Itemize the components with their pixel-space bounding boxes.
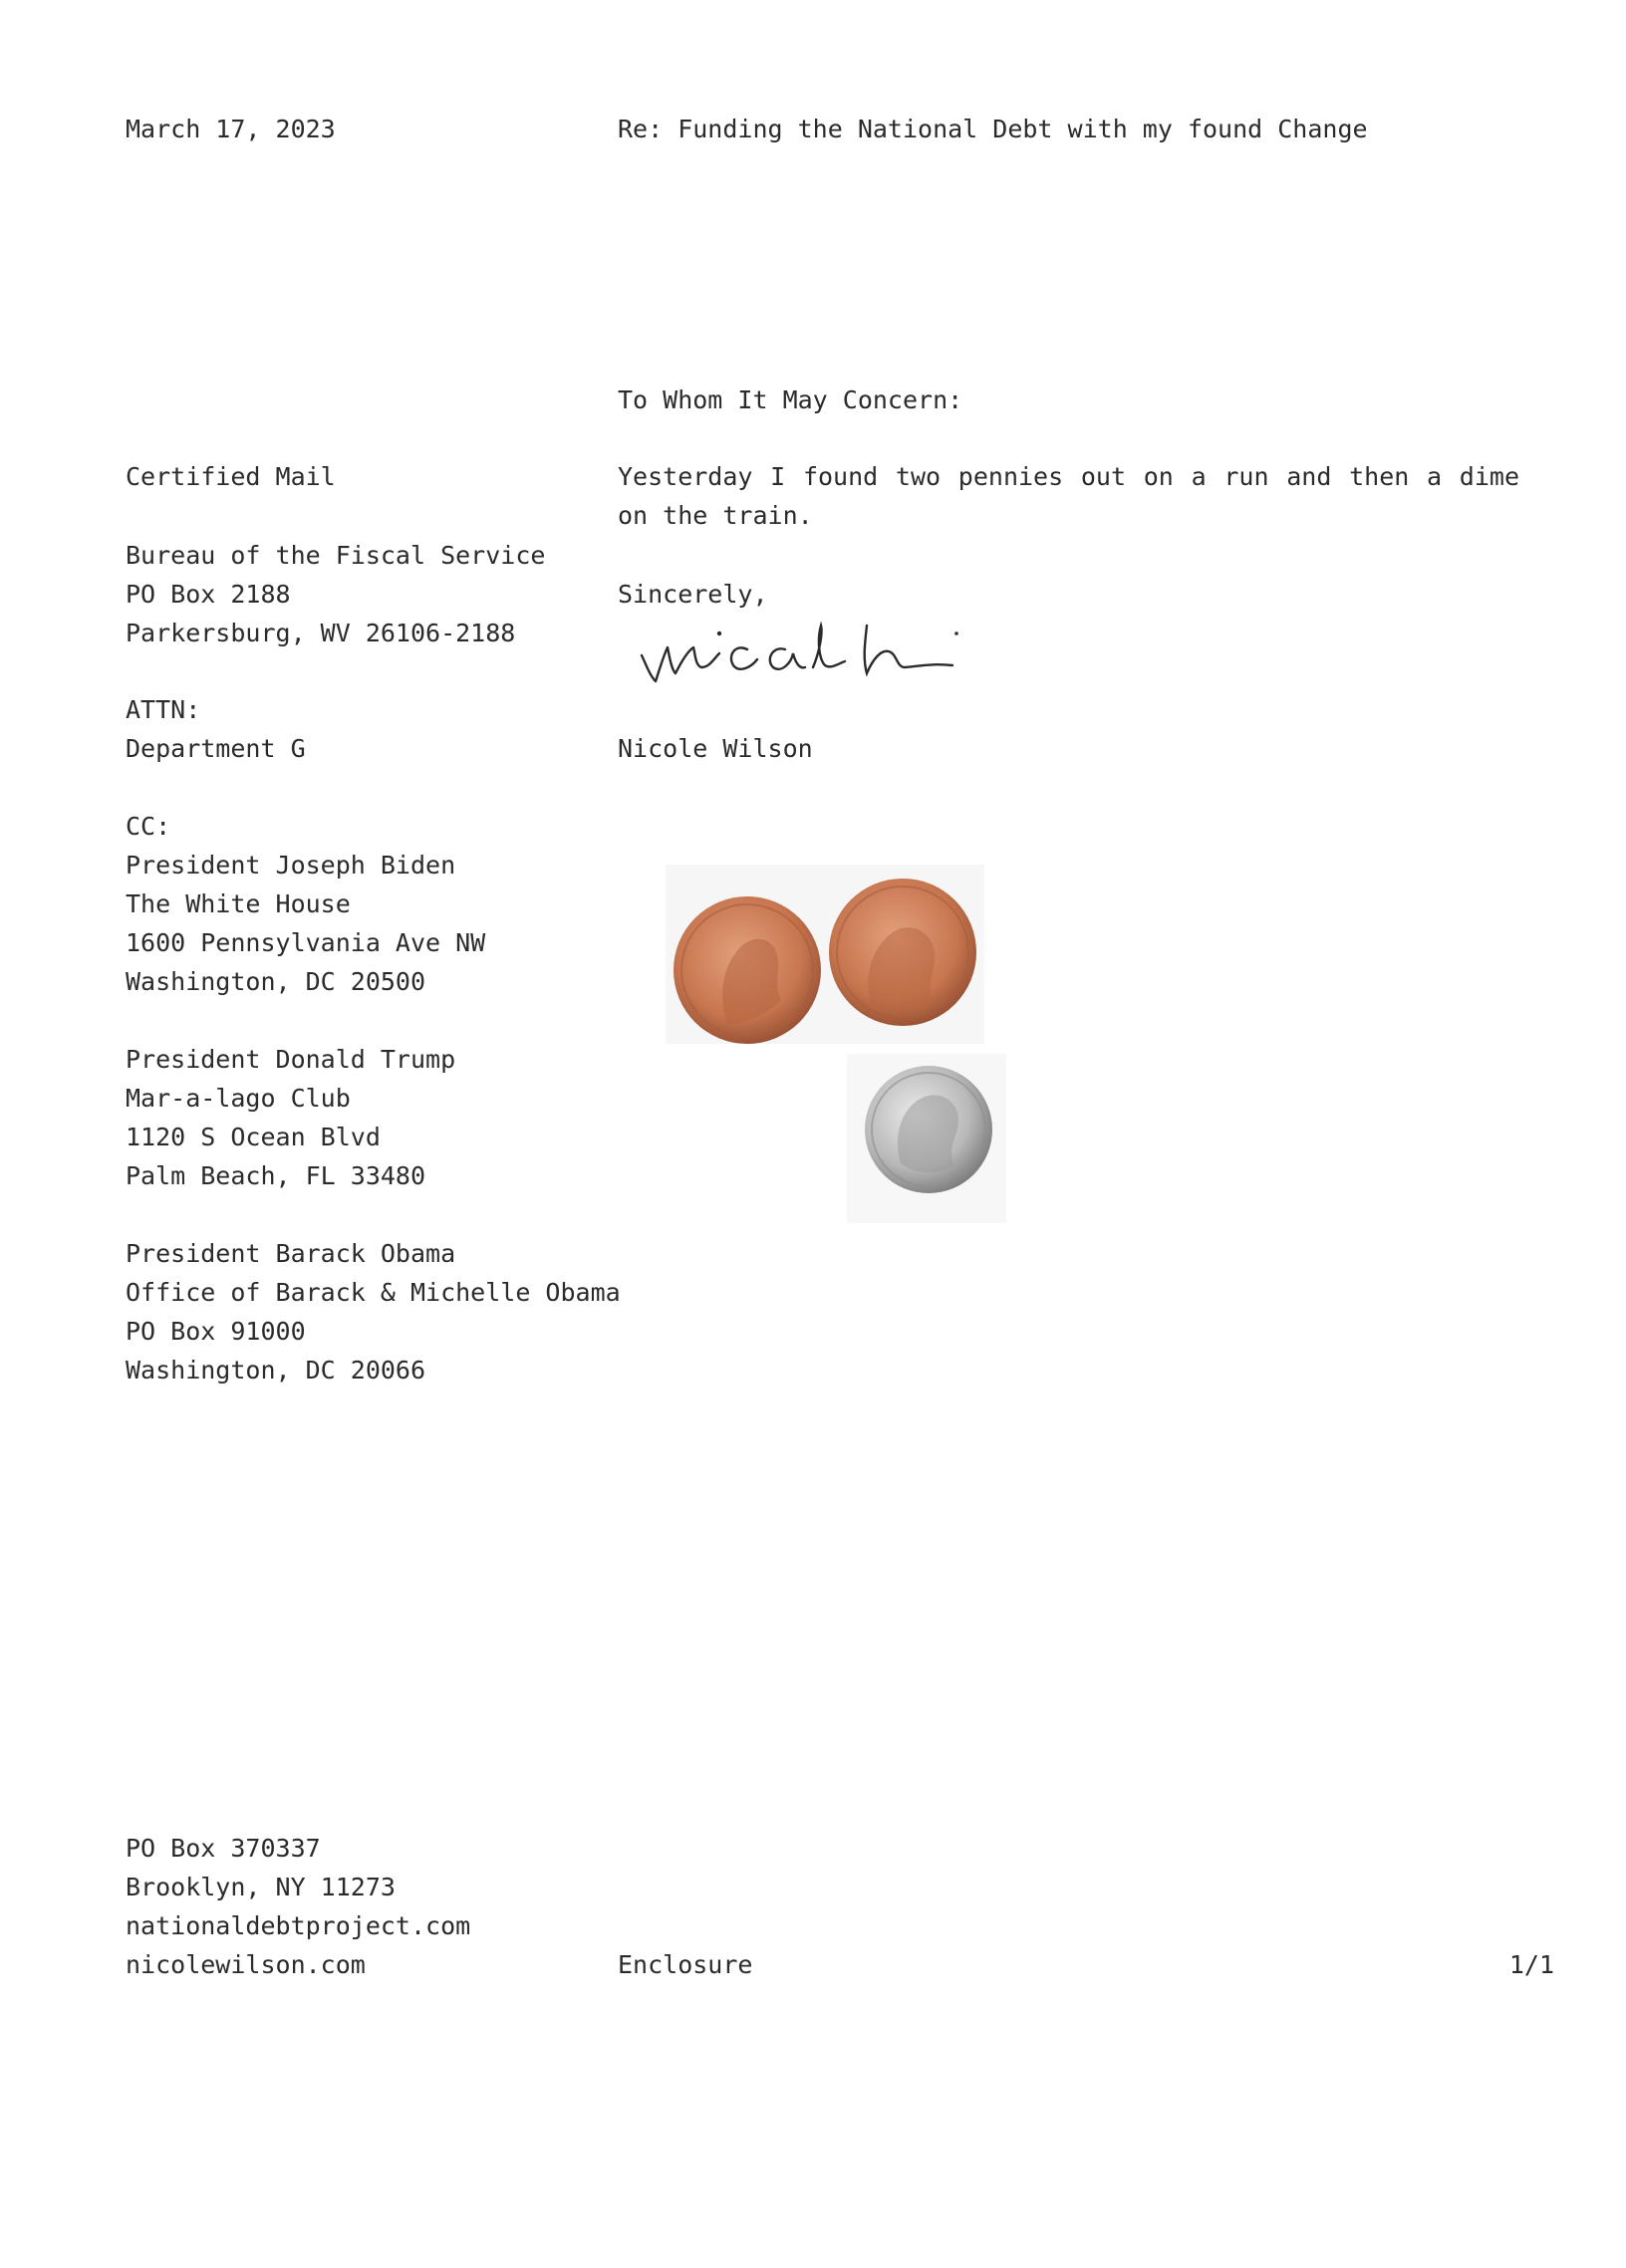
footer-line: PO Box 370337 [126,1834,321,1863]
closing: Sincerely, [618,580,768,609]
handwritten-signature [636,604,974,693]
cc-line: Washington, DC 20066 [126,1356,426,1385]
cc-line: Washington, DC 20500 [126,967,426,996]
attn-block [126,690,306,768]
address-line: Bureau of the Fiscal Service [126,541,546,570]
enclosure-label: Enclosure [618,1950,753,1979]
address-line: PO Box 2188 [126,580,291,609]
cc-line: Mar-a-lago Club [126,1084,351,1113]
coins-photo [658,855,1076,1273]
cc-line: PO Box 91000 [126,1317,306,1346]
salutation: To Whom It May Concern: [618,385,963,414]
cc-line: President Donald Trump [126,1045,456,1074]
letter-body: Yesterday I found two pennies out on a run and then a dime on the train. [618,462,1519,530]
cc-line: President Joseph Biden [126,851,456,880]
cc-line: Palm Beach, FL 33480 [126,1161,426,1190]
cc-line: President Barack Obama [126,1239,456,1268]
address-line: Parkersburg, WV 26106-2188 [126,619,516,647]
attn-value: Department G [126,734,306,763]
footer-address [126,1829,470,1984]
signer-name: Nicole Wilson [618,734,813,763]
page-number: 1/1 [1508,1950,1554,1979]
cc-line: The White House [126,889,351,918]
cc-label: CC: [126,812,171,841]
recipient-address [126,536,545,652]
letter-date: March 17, 2023 [126,115,336,143]
footer-line: nicolewilson.com [126,1950,366,1979]
cc-line: Office of Barack & Michelle Obama [126,1278,621,1307]
penny-coin [674,896,821,1044]
attn-label: ATTN: [126,695,201,724]
mail-type: Certified Mail [126,462,336,491]
penny-coin [829,879,976,1026]
footer-line: Brooklyn, NY 11273 [126,1873,396,1901]
letter-subject: Re: Funding the National Debt with my found Change [618,115,1368,143]
dime-coin [865,1066,992,1193]
cc-line: 1600 Pennsylvania Ave NW [126,928,486,957]
footer-line: nationaldebtproject.com [126,1911,471,1940]
cc-block [126,807,621,1389]
cc-line: 1120 S Ocean Blvd [126,1123,381,1151]
